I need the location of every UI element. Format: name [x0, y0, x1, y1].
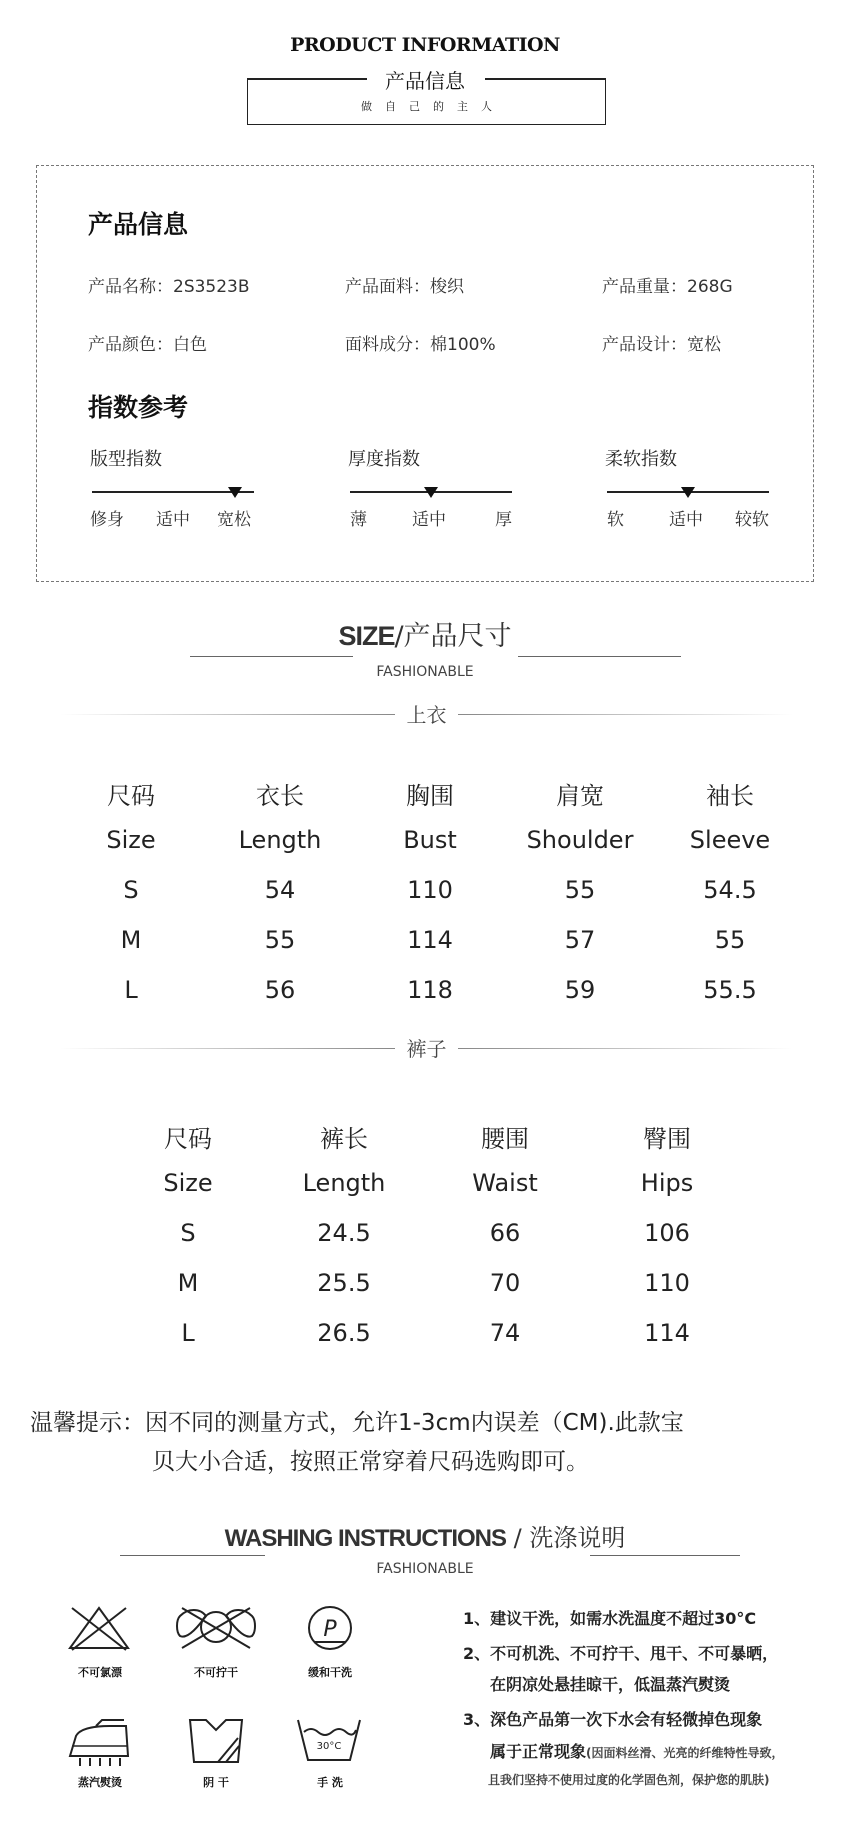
notice-line-1: 温馨提示：因不同的测量方式，允许1-3cm内误差（CM).此款宝: [30, 1410, 684, 1436]
top-table-row-2-cell-2: 118: [407, 976, 453, 1004]
washing-title-rule-left: [120, 1555, 265, 1556]
washing-subtitle: FASHIONABLE: [376, 1561, 474, 1577]
pants-table-row-2-cell-2: 74: [489, 1319, 521, 1347]
pants-label: 裤子: [395, 1033, 458, 1062]
pants-divider-left: [60, 1048, 395, 1049]
top-table-header-cn-cell-1: 衣长: [256, 782, 304, 810]
shade-dry-icon: [186, 1716, 246, 1766]
no-wring-icon: [174, 1604, 258, 1650]
shade-dry-caption: 阴 干: [203, 1776, 229, 1789]
pants-table-header-cn-cell-0: 尺码: [164, 1125, 212, 1153]
index-reference-heading: 指数参考: [88, 393, 189, 422]
pants-table-header-en-cell-2: Waist: [472, 1169, 538, 1197]
wash-instruction-2a: 2、不可机洗、不可拧干、甩干、不可暴晒，: [463, 1644, 779, 1663]
fit-index-label-slim: 修身: [90, 510, 124, 530]
product-info-heading: 产品信息: [88, 210, 189, 239]
top-table-header-cn-cell-4: 袖长: [706, 782, 754, 810]
softness-index-label-medium: 适中: [669, 510, 703, 530]
pants-table-row-0-cell-2: 66: [489, 1219, 521, 1247]
softness-index-title: 柔软指数: [605, 449, 677, 470]
pants-table-header-cn-cell-1: 裤长: [320, 1125, 368, 1153]
pants-table-row-0-cell-3: 106: [644, 1219, 690, 1247]
top-table-row-1-cell-2: 114: [407, 926, 453, 954]
header-motto: 做自己的主人: [361, 100, 505, 113]
info-item-name: 产品名称：2S3523B: [88, 277, 250, 297]
thickness-index-label-medium: 适中: [412, 510, 446, 530]
size-section-title: SIZE/产品尺寸: [338, 621, 512, 652]
fit-index-marker: [228, 487, 242, 498]
pants-table-row-2-cell-3: 114: [644, 1319, 690, 1347]
notice-line-2: 贝大小合适，按照正常穿着尺码选购即可。: [152, 1449, 589, 1475]
top-table-row-1-cell-3: 57: [564, 926, 596, 954]
top-table-row-2-cell-3: 59: [564, 976, 596, 1004]
top-garment-label: 上衣: [395, 699, 458, 728]
hand-wash-icon: [294, 1716, 364, 1764]
top-table-row-0-cell-2: 110: [407, 876, 453, 904]
thickness-index-marker: [424, 487, 438, 498]
no-wring-caption: 不可拧干: [194, 1666, 238, 1679]
info-item-composition: 面料成分：棉100%: [345, 335, 496, 355]
wash-instruction-2b: 在阴凉处悬挂晾干，低温蒸汽熨烫: [490, 1675, 731, 1694]
hand-wash-temp: 30°C: [316, 1741, 342, 1752]
softness-index-marker: [681, 487, 695, 498]
product-information-title: PRODUCT INFORMATION: [290, 34, 560, 56]
pants-table-row-0-cell-1: 24.5: [317, 1219, 371, 1247]
size-title-rule-left: [190, 656, 353, 657]
wash-instruction-3c: 且我们坚持不使用过度的化学固色剂，保护您的肌肤): [488, 1773, 770, 1787]
info-item-design: 产品设计：宽松: [602, 335, 721, 355]
pants-table-header-cn-cell-2: 腰围: [481, 1125, 529, 1153]
steam-iron-icon: [66, 1716, 136, 1766]
thickness-index-label-thick: 厚: [495, 510, 512, 530]
washing-section-title: WASHING INSTRUCTIONS / 洗涤说明: [224, 1524, 626, 1552]
no-bleach-caption: 不可氯漂: [78, 1666, 122, 1679]
size-title-rule-right: [518, 656, 681, 657]
pants-divider-right: [458, 1048, 793, 1049]
top-table-row-0-cell-0: S: [123, 876, 139, 904]
pants-table-header-en-cell-0: Size: [163, 1169, 213, 1197]
softness-index-label-softer: 较软: [735, 510, 769, 530]
header-frame-top-left: [247, 78, 367, 80]
pants-table-row-1-cell-0: M: [177, 1269, 199, 1297]
top-table-row-1-cell-0: M: [120, 926, 142, 954]
top-table-row-2-cell-0: L: [124, 976, 138, 1004]
gentle-dry-clean-icon: [306, 1604, 354, 1652]
thickness-index-title: 厚度指数: [348, 449, 420, 470]
pants-table-header-cn-cell-3: 臀围: [643, 1125, 691, 1153]
top-table-header-en-cell-1: Length: [238, 826, 322, 854]
wash-instruction-3b: 属于正常现象(因面料丝滑、光亮的纤维特性导致，: [490, 1742, 784, 1761]
pants-table-header-en-cell-1: Length: [302, 1169, 386, 1197]
top-table-row-0-cell-3: 55: [564, 876, 596, 904]
top-table-row-0-cell-1: 54: [264, 876, 296, 904]
pants-table-row-1-cell-2: 70: [489, 1269, 521, 1297]
pants-table-row-2-cell-0: L: [181, 1319, 195, 1347]
top-table-row-2-cell-1: 56: [264, 976, 296, 1004]
thickness-index-label-thin: 薄: [350, 510, 367, 530]
gentle-dry-clean-caption: 缓和干洗: [308, 1666, 352, 1679]
header-frame-top-right: [485, 78, 606, 80]
info-item-fabric: 产品面料：梭织: [345, 277, 464, 297]
fit-index-label-loose: 宽松: [217, 510, 251, 530]
info-item-weight: 产品重量：268G: [602, 277, 733, 297]
product-info-cn-title: 产品信息: [385, 69, 465, 93]
top-table-row-1-cell-4: 55: [714, 926, 746, 954]
top-table-header-en-cell-0: Size: [106, 826, 156, 854]
gentle-dry-clean-glyph: P: [323, 1617, 337, 1642]
pants-table-row-1-cell-1: 25.5: [317, 1269, 371, 1297]
top-table-header-en-cell-4: Sleeve: [689, 826, 771, 854]
top-table-header-en-cell-2: Bust: [403, 826, 457, 854]
pants-table-header-en-cell-3: Hips: [640, 1169, 694, 1197]
wash-instruction-1: 1、建议干洗，如需水洗温度不超过30°C: [463, 1609, 757, 1628]
pants-table-row-1-cell-3: 110: [644, 1269, 690, 1297]
top-table-header-en-cell-3: Shoulder: [526, 826, 634, 854]
pants-table-row-2-cell-1: 26.5: [317, 1319, 371, 1347]
top-table-header-cn-cell-2: 胸围: [406, 782, 454, 810]
info-item-color: 产品颜色：白色: [88, 335, 207, 355]
top-divider-right: [458, 714, 793, 715]
softness-index-label-soft: 软: [607, 510, 624, 530]
top-table-row-2-cell-4: 55.5: [703, 976, 757, 1004]
steam-iron-caption: 蒸汽熨烫: [78, 1776, 122, 1789]
no-bleach-icon: [66, 1604, 132, 1652]
top-table-header-cn-cell-3: 肩宽: [556, 782, 604, 810]
top-table-row-1-cell-1: 55: [264, 926, 296, 954]
fit-index-label-medium: 适中: [156, 510, 190, 530]
hand-wash-caption: 手 洗: [317, 1776, 343, 1789]
pants-table-row-0-cell-0: S: [180, 1219, 196, 1247]
top-divider-left: [60, 714, 395, 715]
wash-instruction-3a: 3、深色产品第一次下水会有轻微掉色现象: [463, 1710, 763, 1729]
size-subtitle: FASHIONABLE: [376, 664, 474, 680]
washing-title-rule-right: [590, 1555, 740, 1556]
top-table-header-cn-cell-0: 尺码: [107, 782, 155, 810]
top-table-row-0-cell-4: 54.5: [703, 876, 757, 904]
fit-index-title: 版型指数: [90, 449, 162, 470]
